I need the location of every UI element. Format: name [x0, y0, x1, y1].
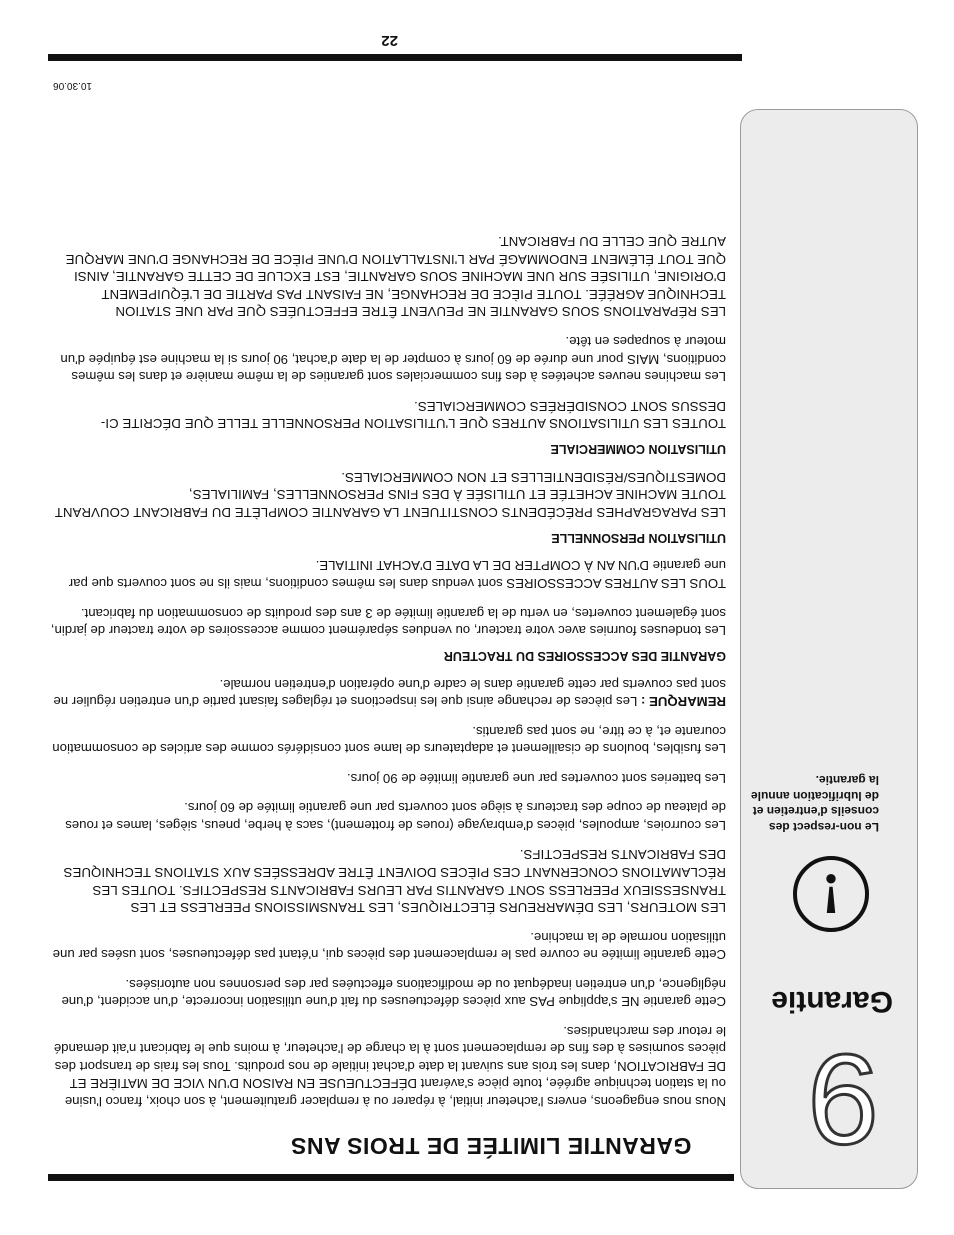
commercial-use-heading: UTILISATION COMMERCIALE [550, 442, 726, 457]
accessories-paragraph-2: TOUS LES AUTRES ACCESSOIRES sont vendus dans les mêmes conditions, mais ils ne sont couverts que par une garantie D'UN AN À COMPTER DE LA DATE D'ACHAT INITIALE. [68, 558, 726, 591]
personal-use-paragraph: LES PARAGRAPHES PRÉCÉDENTS CONSTITUENT LA GARANTIE COMPLÈTE DU FABRICANT COUVRANT TOUTE MACHINE ACHETÉE ET UTILISÉE À DES FINS PERSONNELLES, FAMILIALES, DOMESTIQUES/RÉSIDENTIELLES ET NON COMMERCIALES. [54, 469, 726, 520]
belts-paragraph: Les courroies, ampoules, pièces d'embrayage (roues de frottement), sacs à herbe, pneus, sièges, lames et roues de plateau de coupe des tracteurs à siège sont couverts par une garantie limitée de 60 jours. [65, 800, 726, 833]
exclusion-paragraph-1: Cette garantie NE s'applique PAS aux pièces défectueuses du fait d'une utilisation incorrecte, d'un accident, d'une négligence, d'un entretien inadéquat ou de modifications effectuées par des personnes non autorisées. [61, 976, 726, 1010]
repairs-paragraph: LES RÉPARATIONS SOUS GARANTIE NE PEUVENT ÊTRE EFFECTUÉES QUE PAR UNE STATION TECHNIQUE AGRÉÉE. TOUTE PIÈCE DE RECHANGE, NE FAISANT PAS PARTIE DE L'ÉQUIPEMENT D'ORIGINE, UTILISÉE SUR UNE MACHINE SOUS GARANTIE, EST EXCLUE DE CETTE GARANTIE, AINSI QUE TOUT ÉLÉMENT ENDOMMAGÉ PAR L'INSTALLATION D'UNE PIÈCE DE RECHANGE D'UNE MARQUE AUTRE QUE CELLE DU FABRICANT. [65, 234, 726, 320]
bottom-rule [48, 54, 742, 61]
accessories-paragraph-1: Les tondeuses fournies avec votre tracteur, ou vendues séparément comme accessoires de votre tracteur de jardin, sont également couvertes, en vertu de la garantie limitée de 3 ans des produits de consommation du fabricant. [50, 605, 726, 639]
page-title: GARANTIE LIMITÉE DE TROIS ANS [290, 1133, 692, 1159]
chapter-title: Garantie [771, 985, 893, 1018]
warranty-content [48, 221, 726, 1173]
commercial-use-paragraph-1: TOUTES LES UTILISATIONS AUTRES QUE L'UTILISATION PERSONNELLE TELLE QUE DÉCRITE CI-DESSUS SONT CONSIDÉRÉES COMMERCIALES. [100, 398, 726, 432]
accessories-heading: GARANTIE DES ACCESSOIRES DU TRACTEUR [443, 649, 726, 664]
top-rule [48, 1174, 734, 1181]
chapter-sidebar [740, 109, 918, 1189]
intro-paragraph: Nous nous engageons, envers l'acheteur initial, à réparer ou à remplacer gratuitement, à son choix, franco l'usine ou la station technique agréée, toute pièce s'avérant DÉFECTUEUSE EN RAISON D'UN VICE DE MATIÈRE ET DE FABRICATION, dans les trois ans suivant la date d'achat initiale de nos produits. Tous les frais de transport des pièces soumises à des fins de remplacement sont à la charge de l'acheteur, à moins que le fabricant n'ait demandé le retour des marchandises. [53, 1023, 726, 1109]
remark-paragraph [48, 675, 726, 710]
page-number: 22 [381, 32, 398, 49]
exclusion-paragraph-2: Cette garantie limitée ne couvre pas le remplacement des pièces qui, n'étant pas défectueuses, sont usées par une utilisation normale de la machine. [52, 929, 726, 963]
exclamation-warning-icon: ! [793, 856, 869, 932]
commercial-use-paragraph-2: Les machines neuves achetées à des fins commerciales sont garanties de la même manière et dans les mêmes conditions, MAIS pour une durée de 60 jours à compter de la date d'achat, 90 jours si la machine est équipée d'un moteur à soupapes en tête. [60, 334, 726, 385]
personal-use-heading: UTILISATION PERSONNELLE [551, 530, 726, 545]
batteries-paragraph: Les batteries sont couvertes par une garantie limitée de 90 jours. [347, 770, 726, 786]
document-code: 10.30.06 [53, 80, 92, 91]
remark-text: Les pièces de rechange ainsi que les inspections et réglages faisant partie d'un entretien régulier ne sont pas couverts par cette garantie dans le cadre d'une opération d'entretien normale. [53, 676, 726, 710]
fuses-paragraph: Les fusibles, boulons de cisaillement et adaptateurs de lame sont considérés comme des articles de consommation courante et, à ce titre, ne sont pas garantis. [52, 723, 726, 757]
chapter-number: 9 [807, 1027, 879, 1170]
sidebar-warning-note: Le non-respect des conseils d'entretien et de lubrification annule la garantie. [750, 773, 879, 834]
engines-paragraph: LES MOTEURS, LES DÉMARREURS ÉLECTRIQUES, LES TRANSMISSIONS PEERLESS ET LES TRANSESSIEUX PEERLESS SONT GARANTIS PAR LEURS FABRICANTS RESPECTIFS. TOUTES LES RÉCLAMATIONS CONCERNANT CES PIÈCES DOIVENT ÊTRE ADRESSÉES AUX STATIONS TECHNIQUES DES FABRICANTS RESPECTIFS. [63, 847, 726, 916]
remark-label: REMARQUE : [641, 694, 726, 710]
